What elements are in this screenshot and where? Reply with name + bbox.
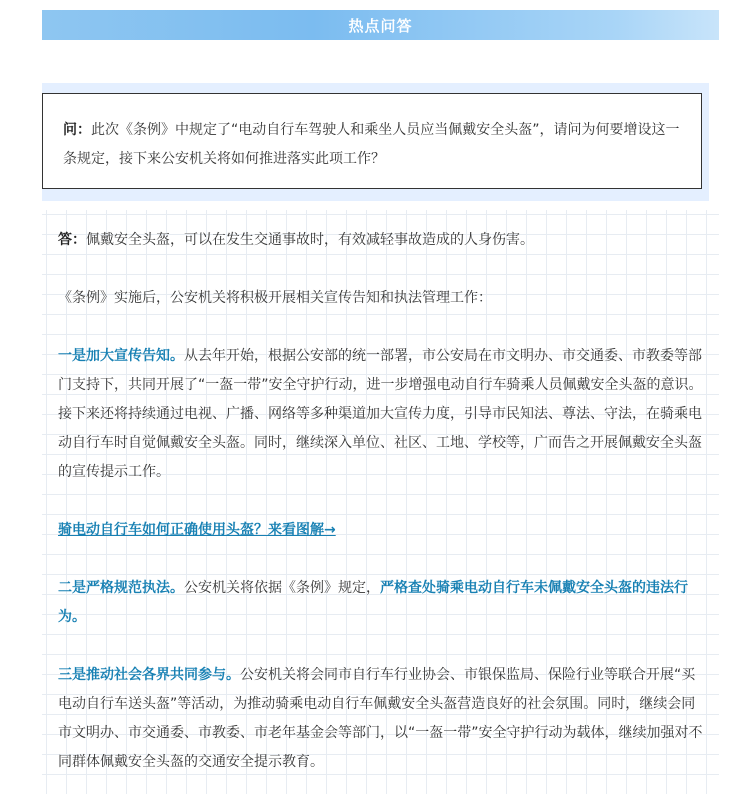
point2-lead: 二是严格规范执法。 xyxy=(58,580,184,596)
question-box xyxy=(42,93,702,189)
answer-area xyxy=(42,210,719,794)
section-title: 热点问答 xyxy=(348,16,413,35)
point2-emphasis: 严格查处骑乘电动自行车未佩戴安全头盔的违法行为。 xyxy=(58,580,688,625)
section-header-banner xyxy=(42,10,719,40)
point1-text: 从去年开始，根据公安部的统一部署，市公安局在市文明办、市交通委、市教委等部门支持下，共同开展了“一盔一带”安全守护行动，进一步增强电动自行车骑乘人员佩戴安全头盔的意识。接下来还将持续通过电视、广播、网络等多种渠道加大宣传力度，引导市民知法、尊法、守法，在骑乘电动自行车时自觉佩戴安全头盔。同时，继续深入单位、社区、工地、学校等，广而告之开展佩戴安全头盔的宣传提示工作。 xyxy=(58,348,703,480)
answer-prefix: 答： xyxy=(58,232,86,248)
helmet-guide-paragraph xyxy=(58,516,703,545)
question-prefix: 问： xyxy=(63,122,91,138)
point1-lead: 一是加大宣传告知。 xyxy=(58,348,184,364)
answer-intro-text: 佩戴安全头盔，可以在发生交通事故时，有效减轻事故造成的人身伤害。 xyxy=(86,232,534,248)
point3-paragraph xyxy=(58,661,703,777)
question-paragraph xyxy=(63,116,681,174)
point2-paragraph xyxy=(58,574,703,632)
point3-text: 公安机关将会同市自行车行业协会、市银保监局、保险行业等联合开展“买电动自行车送头盔”等活动，为推动骑乘电动自行车佩戴安全头盔营造良好的社会氛围。同时，继续会同市文明办、市交通委、市教委、市老年基金会等部门，以“一盔一带”安全守护行动为载体，继续加强对不同群体佩戴安全头盔的交通安全提示教育。 xyxy=(58,667,703,770)
helmet-guide-link[interactable]: 骑电动自行车如何正确使用头盔？来看图解→ xyxy=(58,522,336,538)
answer-intro-paragraph xyxy=(58,226,703,255)
point3-lead: 三是推动社会各界共同参与。 xyxy=(58,667,240,683)
point1-paragraph xyxy=(58,342,703,487)
point2-text: 公安机关将依据《条例》规定， xyxy=(184,580,380,596)
question-text: 此次《条例》中规定了“电动自行车驾驶人和乘坐人员应当佩戴安全头盔”，请问为何要增设这一条规定，接下来公安机关将如何推进落实此项工作？ xyxy=(63,122,680,167)
answer-overview-paragraph: 《条例》实施后，公安机关将积极开展相关宣传告知和执法管理工作： xyxy=(58,290,492,306)
